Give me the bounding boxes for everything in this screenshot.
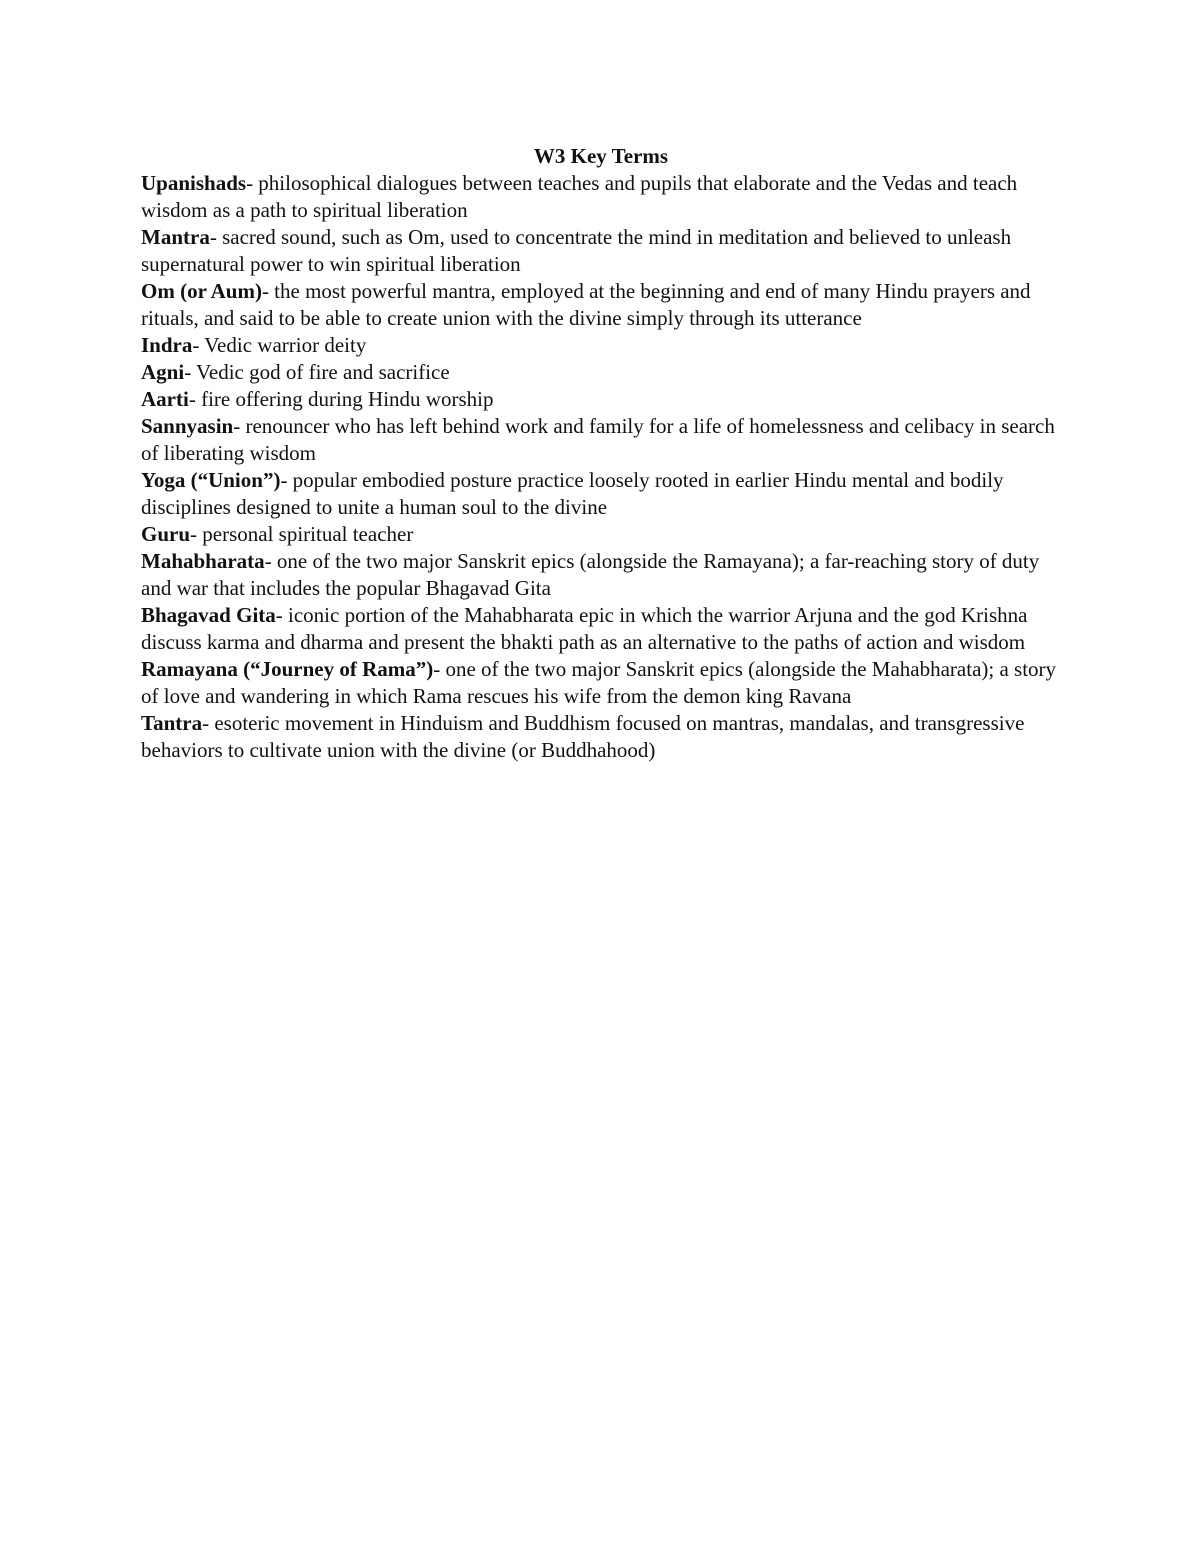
term-name: Mahabharata: [141, 549, 265, 573]
term-entry: [141, 170, 1061, 224]
key-terms-list: [141, 170, 1061, 764]
term-definition: - personal spiritual teacher: [190, 522, 414, 546]
term-definition: - esoteric movement in Hinduism and Buddhism focused on mantras, mandalas, and transgressive behaviors to cultivate union with the divine (or Buddhahood): [141, 711, 1025, 762]
term-entry: [141, 521, 1061, 548]
term-definition: - Vedic god of fire and sacrifice: [184, 360, 450, 384]
term-name: Agni: [141, 360, 185, 384]
term-entry: [141, 467, 1061, 521]
term-name: Yoga (“Union”): [141, 468, 281, 492]
term-definition: - popular embodied posture practice loosely rooted in earlier Hindu mental and bodily disciplines designed to unite a human soul to the divine: [141, 468, 1004, 519]
term-name: Upanishads: [141, 171, 247, 195]
term-definition: - one of the two major Sanskrit epics (alongside the Mahabharata); a story of love and wandering in which Rama rescues his wife from the demon king Ravana: [141, 657, 1057, 708]
term-entry: [141, 359, 1061, 386]
term-name: Om (or Aum): [141, 279, 262, 303]
term-entry: [141, 602, 1061, 656]
term-definition: - the most powerful mantra, employed at the beginning and end of many Hindu prayers and rituals, and said to be able to create union with the divine simply through its utterance: [141, 279, 1031, 330]
term-entry: [141, 332, 1061, 359]
term-entry: [141, 278, 1061, 332]
term-name: Mantra: [141, 225, 210, 249]
term-definition: - renouncer who has left behind work and family for a life of homelessness and celibacy in search of liberating wisdom: [141, 414, 1055, 465]
term-definition: - fire offering during Hindu worship: [188, 387, 494, 411]
term-entry: [141, 386, 1061, 413]
term-definition: - Vedic warrior deity: [192, 333, 367, 357]
document-body: [141, 143, 1061, 764]
term-entry: [141, 656, 1061, 710]
term-entry: [141, 710, 1061, 764]
term-entry: [141, 224, 1061, 278]
term-definition: - sacred sound, such as Om, used to concentrate the mind in meditation and believed to unleash supernatural power to win spiritual liberation: [141, 225, 1012, 276]
document-title: W3 Key Terms: [533, 144, 669, 168]
term-definition: - iconic portion of the Mahabharata epic in which the warrior Arjuna and the god Krishna discuss karma and dharma and present the bhakti path as an alternative to the paths of action and wisdom: [141, 603, 1028, 654]
term-entry: [141, 413, 1061, 467]
term-name: Sannyasin: [141, 414, 234, 438]
term-name: Bhagavad Gita: [141, 603, 276, 627]
term-definition: - philosophical dialogues between teaches and pupils that elaborate and the Vedas and teach wisdom as a path to spiritual liberation: [141, 171, 1018, 222]
term-entry: [141, 548, 1061, 602]
term-definition: - one of the two major Sanskrit epics (alongside the Ramayana); a far-reaching story of duty and war that includes the popular Bhagavad Gita: [141, 549, 1040, 600]
term-name: Ramayana (“Journey of Rama”): [141, 657, 434, 681]
term-name: Indra: [141, 333, 193, 357]
term-name: Guru: [141, 522, 191, 546]
term-name: Aarti: [141, 387, 189, 411]
term-name: Tantra: [141, 711, 203, 735]
